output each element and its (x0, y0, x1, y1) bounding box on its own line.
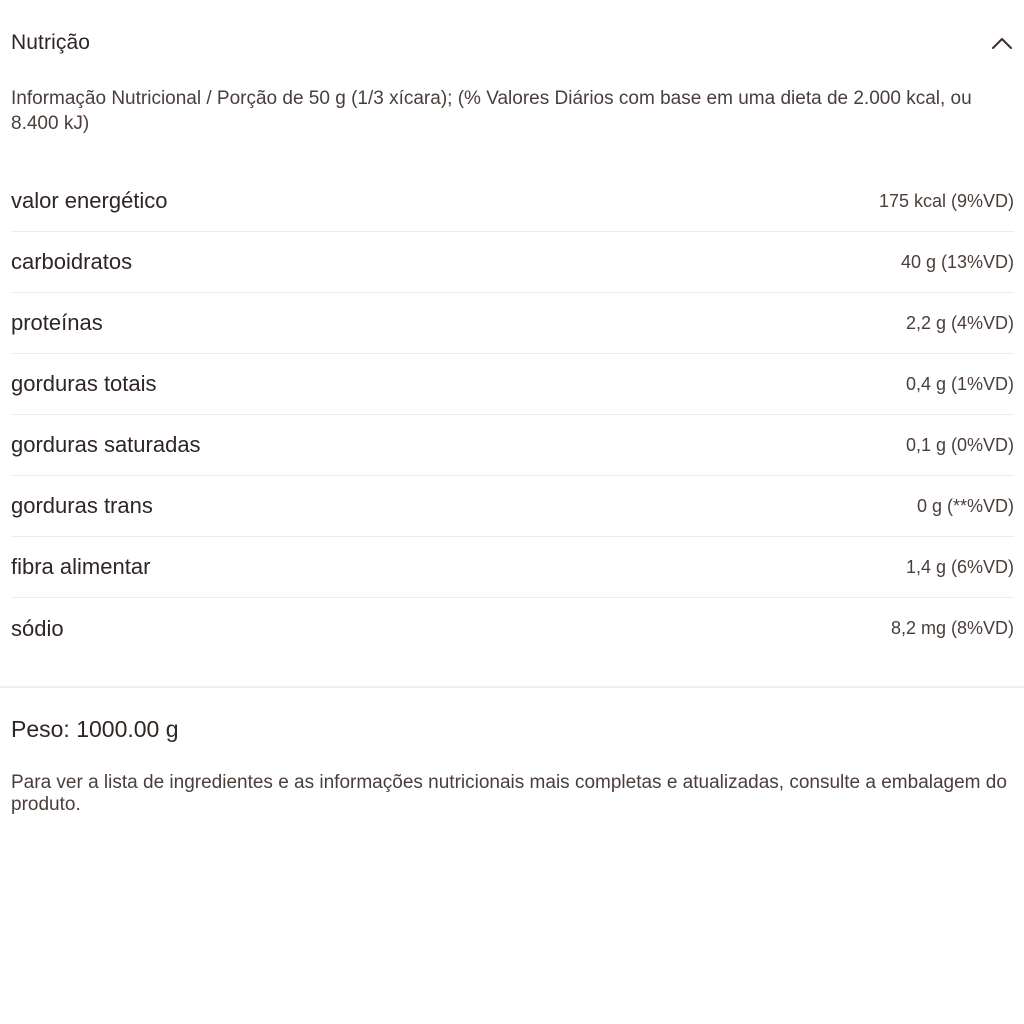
section-divider (0, 686, 1024, 688)
nutrition-row (11, 293, 1014, 354)
nutrition-table (11, 171, 1014, 659)
section-title: Nutrição (11, 31, 90, 54)
nutrient-name: gorduras saturadas (11, 432, 201, 457)
nutrient-value: 175 kcal (9%VD) (878, 190, 1014, 211)
nutrient-value: 0 g (**%VD) (916, 495, 1014, 516)
product-weight: Peso: 1000.00 g (11, 716, 179, 742)
nutrition-row (11, 354, 1014, 415)
nutrient-value: 2,2 g (4%VD) (905, 312, 1014, 333)
nutrient-name: proteínas (11, 310, 103, 335)
nutrition-row (11, 476, 1014, 537)
nutrition-row (11, 232, 1014, 293)
nutrition-row (11, 598, 1014, 659)
nutrition-section-header[interactable] (0, 0, 1024, 86)
nutrient-name: gorduras totais (11, 371, 157, 396)
nutrient-value: 0,1 g (0%VD) (905, 434, 1014, 455)
nutrient-name: fibra alimentar (11, 554, 151, 579)
nutrient-value: 1,4 g (6%VD) (905, 556, 1014, 577)
nutrient-name: carboidratos (11, 249, 133, 274)
nutrient-name: valor energético (11, 188, 168, 213)
chevron-up-icon[interactable] (990, 31, 1014, 55)
nutrient-name: gorduras trans (11, 493, 153, 518)
packaging-note: Para ver a lista de ingredientes e as informações nutricionais mais completas e atualizadas, consulte a embalagem do produto. (11, 772, 1007, 815)
nutrient-name: sódio (11, 615, 64, 641)
nutrient-value: 40 g (13%VD) (900, 251, 1014, 272)
nutrition-row (11, 171, 1014, 232)
nutrition-intro: Informação Nutricional / Porção de 50 g (1/3 xícara); (% Valores Diários com base em uma dieta de 2.000 kcal, ou 8.400 kJ) (11, 88, 972, 134)
nutrition-row (11, 415, 1014, 476)
nutrient-value: 0,4 g (1%VD) (905, 373, 1014, 394)
nutrition-row (11, 537, 1014, 598)
nutrient-value: 8,2 mg (8%VD) (890, 618, 1014, 638)
